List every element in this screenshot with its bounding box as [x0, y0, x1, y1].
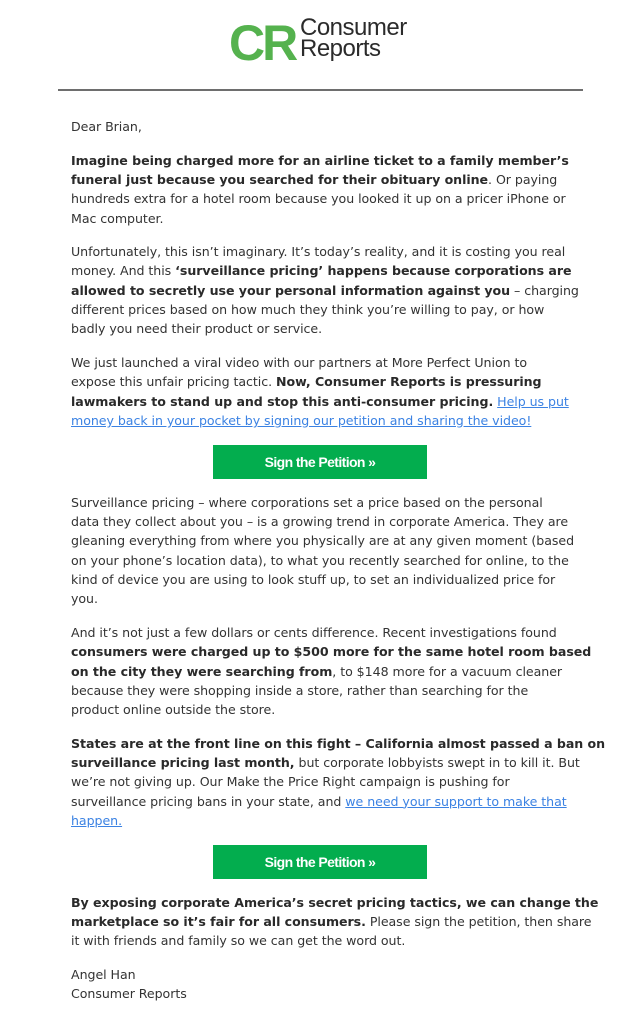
text-line: [71, 151, 571, 170]
body-text: hundreds extra for a hotel room because you looked it up on a pricer iPhone or: [71, 191, 566, 207]
text-line: [71, 734, 606, 753]
text-line: [71, 392, 571, 411]
body-text: surveillance pricing bans in your state, and: [71, 793, 346, 809]
petition-button-1-wrap: [71, 445, 571, 479]
text-line: [71, 493, 571, 512]
body-text: And it’s not just a few dollars or cents difference. Recent investigations found: [71, 624, 557, 640]
body-text: Surveillance pricing – where corporations set a price based on the personal: [71, 494, 543, 510]
body-text: but corporate lobbyists swept in to kill it. But: [294, 755, 580, 771]
paragraph: [71, 353, 571, 430]
text-line: [71, 893, 599, 912]
body-text: data they collect about you – is a growing trend in corporate America. They are: [71, 513, 569, 529]
inline-link[interactable]: happen.: [71, 813, 123, 829]
paragraph: [71, 242, 579, 339]
body-text: We just launched a viral video with our partners at More Perfect Union to: [71, 355, 528, 370]
text-line: [71, 700, 571, 719]
body-text: gleaning everything from where you physically are at any given moment (based: [71, 533, 575, 549]
bold-text: States are at the front line on this fight – California almost passed a ban on: [71, 735, 606, 751]
petition-button-2-wrap: [71, 845, 571, 879]
signature-org: Consumer Reports: [71, 986, 187, 1002]
inline-link[interactable]: money back in your pocket by signing our petition and sharing the video!: [71, 413, 532, 429]
logo-word-consumer: Consumer: [300, 14, 407, 41]
intro-section: [71, 151, 579, 431]
body-text: on your phone’s location data), to what you recently searched for online, to the: [71, 552, 569, 568]
bold-text: allowed to secretly use your personal information against you: [71, 282, 511, 298]
body-text: , to $148 more for a vacuum cleaner: [332, 663, 563, 679]
signature: [71, 965, 571, 1004]
text-line: [71, 209, 571, 228]
inline-link[interactable]: Help us put: [497, 393, 569, 409]
body-text: it with friends and family so we can get the word out.: [71, 933, 406, 949]
body-text: badly you need their product or service.: [71, 321, 323, 337]
text-line: [71, 570, 571, 589]
greeting: [71, 117, 571, 136]
bold-text: consumers were charged up to $500 more for the same hotel room based: [71, 644, 592, 660]
bold-text: ‘surveillance pricing’ happens because corporations are: [175, 263, 572, 279]
body-text: different prices based on how much they think you’re willing to pay, or how: [71, 302, 545, 318]
bold-text: Now, Consumer Reports is pressuring: [276, 374, 542, 390]
email-body: [71, 117, 606, 1018]
logo-word-reports: Reports: [300, 35, 381, 62]
body-text: Please sign the petition, then share: [365, 913, 592, 929]
text-line: [71, 662, 571, 681]
body-text: – charging: [510, 282, 579, 298]
text-line: [71, 912, 592, 931]
text-line: [71, 642, 592, 661]
text-line: [71, 589, 571, 608]
body-text: you.: [71, 591, 98, 607]
body-text: Unfortunately, this isn’t imaginary. It’s today’s reality, and it is costing you real: [71, 244, 566, 260]
signature-name: Angel Han: [71, 966, 136, 982]
body-text: money. And this: [71, 263, 176, 279]
text-line: [71, 512, 571, 531]
text-line: [71, 931, 571, 950]
greeting-text: Dear Brian,: [71, 119, 142, 134]
text-line: [71, 170, 571, 189]
text-line: [71, 772, 571, 791]
sign-petition-button[interactable]: Sign the Petition »: [213, 445, 427, 479]
text-line: [71, 281, 579, 300]
body-text: expose this unfair pricing tactic.: [71, 374, 277, 390]
consumer-reports-logo[interactable]: [0, 14, 618, 70]
paragraph: [71, 734, 606, 831]
body-text: Mac computer.: [71, 210, 164, 226]
bold-text: funeral just because you searched for their obituary online: [71, 171, 489, 187]
text-line: [71, 372, 571, 391]
bold-text: marketplace so it’s fair for all consumers.: [71, 913, 366, 929]
bold-text: lawmakers to stand up and stop this anti-consumer pricing.: [71, 393, 494, 409]
bold-text: Imagine being charged more for an airline ticket to a family member’s: [71, 152, 569, 168]
paragraph: [71, 623, 592, 720]
bold-text: surveillance pricing last month,: [71, 755, 295, 771]
text-line: [71, 353, 571, 372]
text-line: [71, 681, 571, 700]
inline-link[interactable]: we need your support to make that: [345, 793, 567, 809]
paragraph: [71, 493, 575, 609]
text-line: [71, 261, 571, 280]
header-divider: [58, 89, 583, 91]
text-line: [71, 189, 571, 208]
bold-text: By exposing corporate America’s secret pricing tactics, we can change the: [71, 894, 599, 910]
logo-wordmark: [300, 14, 407, 62]
body-text: . Or paying: [488, 171, 558, 187]
closing-section: [71, 893, 599, 951]
text-line: [71, 242, 571, 261]
paragraph: [71, 151, 571, 228]
text-line: [71, 300, 571, 319]
text-line: [71, 623, 571, 642]
text-line: [71, 753, 580, 772]
body-text: product online outside the store.: [71, 702, 276, 718]
logo-mark: CR: [229, 15, 296, 71]
text-line: [71, 551, 571, 570]
text-line: [71, 792, 571, 811]
bold-text: on the city they were searching from: [71, 663, 333, 679]
text-line: [71, 319, 571, 338]
text-line: [71, 811, 571, 830]
text-line: [71, 411, 571, 430]
body-text: kind of device you are using to look stuff up, to set an individualized price for: [71, 571, 556, 587]
text-line: [71, 531, 575, 550]
body-text: we’re not giving up. Our Make the Price Right campaign is pushing for: [71, 774, 510, 790]
sign-petition-button[interactable]: Sign the Petition »: [213, 845, 427, 879]
paragraph: [71, 893, 599, 951]
body-text: because they were shopping inside a store, rather than searching for the: [71, 682, 529, 698]
details-section: [71, 493, 606, 831]
